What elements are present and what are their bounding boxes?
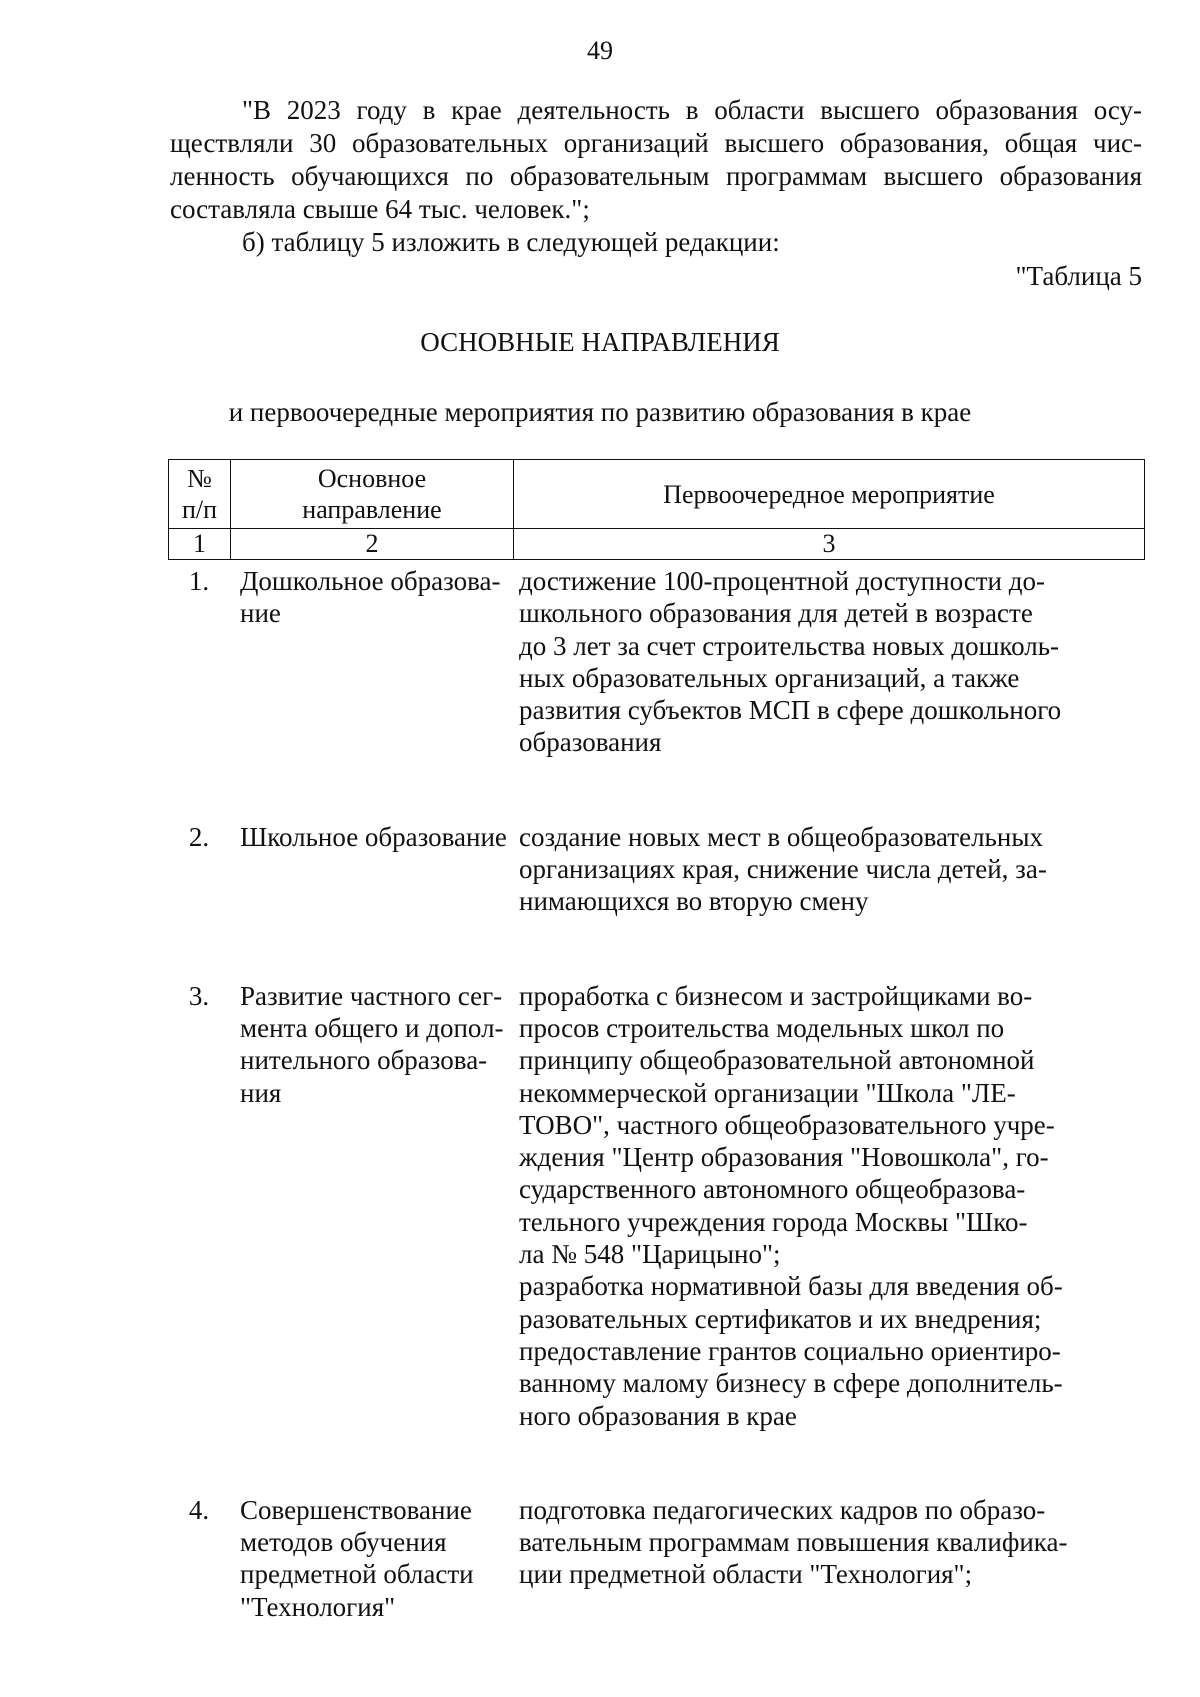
direction-line: Школьное образование bbox=[240, 821, 507, 852]
table-subtitle: и первоочередные мероприятия по развитию образования в крае bbox=[228, 397, 972, 427]
row-activity bbox=[513, 821, 1144, 980]
row-direction bbox=[230, 565, 513, 821]
direction-line: ние bbox=[240, 598, 281, 629]
direction-line: предметной области bbox=[240, 1559, 474, 1590]
activity-line: просов строительства модельных школ по bbox=[519, 1012, 1005, 1043]
row-activity bbox=[513, 565, 1144, 821]
activity-line: разработка нормативной базы для введения об- bbox=[519, 1271, 1063, 1302]
activity-line: предоставление грантов социально ориентиро- bbox=[519, 1335, 1061, 1366]
row-direction bbox=[230, 1494, 513, 1685]
activity-line: ждения "Центр образования "Новошкола", го- bbox=[519, 1142, 1049, 1173]
activity-line: создание новых мест в общеобразовательных bbox=[519, 821, 1043, 852]
row-number: 3. bbox=[188, 980, 210, 1011]
activity-line: принципу общеобразовательной автономной bbox=[519, 1045, 1035, 1076]
header-direction-line: Основное bbox=[317, 464, 427, 493]
activity-line: школьного образования для детей в возрасте bbox=[519, 598, 1033, 629]
column-number: 1 bbox=[169, 529, 231, 560]
activity-line: ных образовательных организаций, а также bbox=[519, 662, 1020, 693]
activity-line: образования bbox=[519, 727, 662, 758]
row-number: 1. bbox=[188, 566, 210, 596]
header-num-line: п/п bbox=[181, 495, 218, 524]
activity-line: организациях края, снижение числа детей, за- bbox=[519, 854, 1047, 885]
row-direction bbox=[230, 980, 513, 1494]
activity-line: разовательных сертификатов и их внедрения; bbox=[519, 1303, 1042, 1334]
activity-line: развития субъектов МСП в сфере дошкольного bbox=[519, 695, 1062, 726]
table-header bbox=[168, 459, 1145, 560]
direction-line: мента общего и допол- bbox=[240, 1012, 504, 1043]
activity-line: ла № 548 "Царицыно"; bbox=[519, 1239, 781, 1270]
intro-line: составляла свыше 64 тыс. человек."; bbox=[170, 194, 590, 224]
direction-line: "Технология" bbox=[240, 1591, 396, 1622]
activity-line: проработка с бизнесом и застройщиками во- bbox=[519, 980, 1033, 1011]
activity-line: ции предметной области "Технология"; bbox=[519, 1559, 973, 1590]
activity-line: нимающихся во вторую смену bbox=[519, 886, 869, 917]
table-row bbox=[168, 1494, 1144, 1685]
direction-line: нительного образова- bbox=[240, 1045, 488, 1076]
table-body bbox=[168, 565, 1144, 1685]
intro-line: "В 2023 году в крае деятельность в области высшего образования осу- bbox=[242, 95, 1142, 125]
direction-line: Дошкольное образова- bbox=[240, 566, 501, 596]
row-number: 4. bbox=[188, 1494, 210, 1525]
intro-paragraph bbox=[170, 94, 1142, 259]
activity-line: ного образования в крае bbox=[519, 1400, 797, 1431]
activity-line: тельного учреждения города Москвы "Шко- bbox=[519, 1206, 1028, 1237]
page-number: 49 bbox=[587, 36, 613, 65]
intro-text bbox=[170, 94, 1142, 226]
intro-line: ществляли 30 образовательных организаций высшего образования, общая чис- bbox=[170, 128, 1142, 158]
row-direction bbox=[230, 821, 513, 980]
activity-line: ванному малому бизнесу в сфере дополнитель- bbox=[519, 1368, 1063, 1399]
row-activity bbox=[513, 1494, 1144, 1685]
row-number: 2. bbox=[188, 821, 210, 852]
activity-line: подготовка педагогических кадров по образо- bbox=[519, 1494, 1046, 1525]
direction-line: Развитие частного сег- bbox=[240, 980, 503, 1011]
table-row bbox=[168, 980, 1144, 1494]
instruction-text: б) таблицу 5 изложить в следующей редакции: bbox=[242, 227, 780, 257]
direction-line: методов обучения bbox=[240, 1527, 447, 1558]
activity-line: ТОВО", частного общеобразовательного учре- bbox=[519, 1109, 1055, 1140]
activity-line: достижение 100-процентной доступности до- bbox=[519, 566, 1045, 596]
direction-line: ния bbox=[240, 1077, 282, 1108]
row-activity bbox=[513, 980, 1144, 1494]
activity-line: некоммерческой организации "Школа "ЛЕ- bbox=[519, 1077, 1016, 1108]
table-row bbox=[168, 821, 1144, 980]
table-label: "Таблица 5 bbox=[1015, 261, 1142, 291]
header-num bbox=[169, 460, 231, 529]
column-number: 2 bbox=[231, 529, 514, 560]
activity-line: сударственного автономного общеобразова- bbox=[519, 1174, 1026, 1205]
intro-line: ленность обучающихся по образовательным программам высшего образования bbox=[170, 161, 1142, 191]
table-title: ОСНОВНЫЕ НАПРАВЛЕНИЯ bbox=[420, 327, 780, 357]
activity-line: вательным программам повышения квалифика- bbox=[519, 1527, 1068, 1558]
activity-line: до 3 лет за счет строительства новых дошколь- bbox=[519, 630, 1060, 661]
column-number: 3 bbox=[514, 529, 1145, 560]
header-direction-line: направление bbox=[302, 495, 442, 524]
header-activity: Первоочередное мероприятие bbox=[514, 460, 1145, 529]
header-num-line: № bbox=[187, 464, 212, 493]
table-row bbox=[168, 565, 1144, 821]
direction-line: Совершенствование bbox=[240, 1494, 472, 1525]
header-direction bbox=[231, 460, 514, 529]
